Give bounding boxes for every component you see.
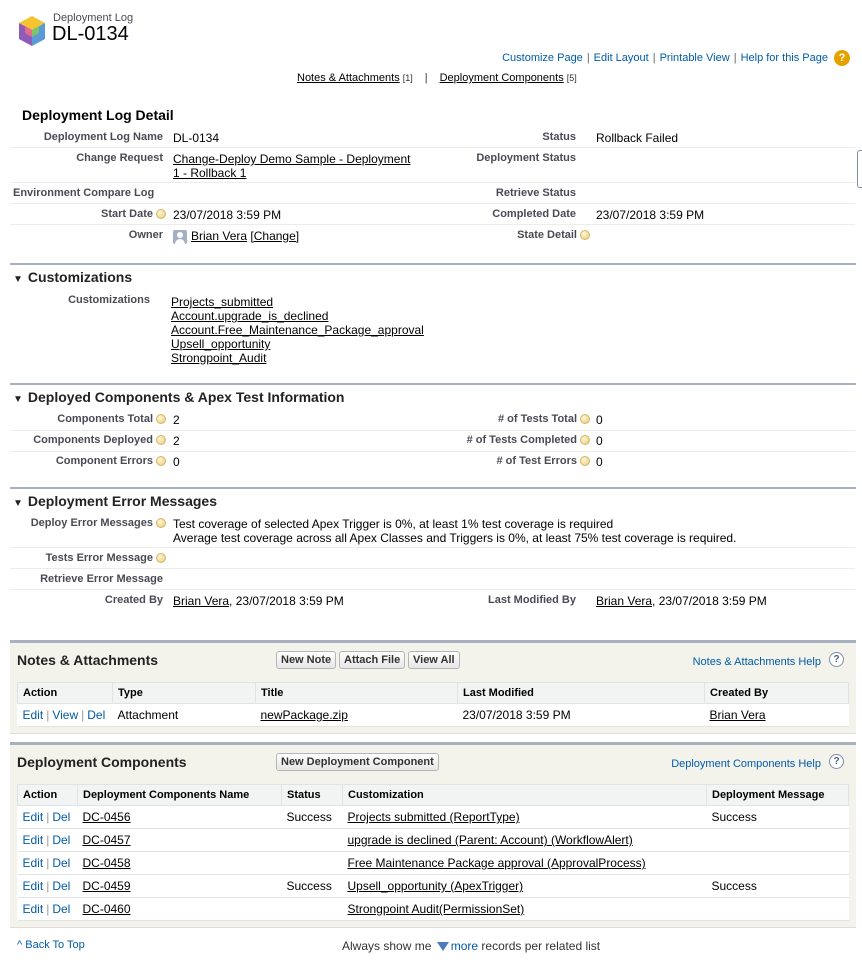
table-header-row [18, 785, 849, 806]
edit-layout-link[interactable]: Edit Layout [593, 52, 649, 64]
customization-cell [343, 806, 707, 829]
field-label: Deployment Status [476, 152, 576, 164]
page-links: Customize Page | Edit Layout | Printable View | Help for this Page ? [502, 50, 850, 66]
row-actions: Edit | Del [18, 829, 78, 852]
column-header: Deployment Message [707, 785, 849, 806]
status-cell [282, 898, 343, 921]
field-label: Components Deployed [33, 434, 166, 446]
customization-link[interactable]: Strongpoint Audit(PermissionSet) [347, 902, 525, 916]
notes-help-link[interactable]: Notes & Attachments Help [692, 656, 821, 668]
field-label: Component Errors [56, 455, 166, 467]
tests-total-value: 0 [596, 413, 603, 427]
section-title[interactable]: ▼ Deployment Error Messages [13, 493, 217, 509]
components-deployed-value: 2 [173, 434, 180, 448]
field-label: Last Modified By [487, 594, 576, 606]
object-type-label: Deployment Log [53, 12, 134, 24]
customization-link[interactable]: Upsell_opportunity [171, 337, 271, 351]
customization-link[interactable]: Projects_submitted [171, 295, 274, 309]
info-icon[interactable] [156, 553, 166, 563]
component-link[interactable]: DC-0460 [82, 902, 131, 916]
column-header: Customization [343, 785, 707, 806]
user-avatar-icon [173, 230, 187, 244]
change-request-link-cont[interactable]: 1 - Rollback 1 [173, 166, 247, 180]
row-actions: Edit | Del [18, 806, 78, 829]
info-icon[interactable] [156, 518, 166, 528]
field-label: Retrieve Status [495, 187, 576, 199]
del-link[interactable]: Del [52, 810, 71, 824]
deploy-error-value: Test coverage of selected Apex Trigger is 0%, at least 1% test coverage is required Average test coverage across all Apex Classes and Triggers is 0%, at least 75% test coverage is required. [173, 517, 737, 545]
notes-table [17, 682, 849, 727]
detail-row [10, 225, 855, 253]
table-row [18, 875, 849, 898]
change-owner-link[interactable]: [Change] [250, 229, 300, 243]
edit-link[interactable]: Edit [22, 902, 44, 916]
help-icon[interactable]: ? [829, 754, 844, 769]
help-icon[interactable]: ? [834, 50, 850, 66]
column-header: Last Modified [458, 683, 705, 704]
component-name-cell [78, 829, 282, 852]
status-value: Rollback Failed [596, 131, 679, 145]
deployment-log-name-value: DL-0134 [173, 131, 220, 145]
del-link[interactable]: Del [52, 833, 71, 847]
change-request-link[interactable]: Change-Deploy Demo Sample - Deployment [173, 152, 411, 166]
del-link[interactable]: Del [87, 708, 106, 722]
page-header [17, 10, 847, 55]
info-icon[interactable] [580, 414, 590, 424]
related-list-title: Deployment Components [17, 754, 187, 770]
detail-title: Deployment Log Detail [22, 107, 174, 123]
detail-row [10, 431, 855, 452]
component-errors-value: 0 [173, 455, 180, 469]
detail-row [10, 148, 855, 183]
created-by-link[interactable]: Brian Vera [709, 708, 766, 722]
info-icon[interactable] [580, 456, 590, 466]
field-label: Deployment Log Name [43, 131, 163, 143]
show-more-control: Always show me more records per related list [342, 939, 601, 953]
components-count: [5] [566, 73, 577, 83]
change-request-value [173, 152, 410, 180]
customization-link[interactable]: Account.Free_Maintenance_Package_approval [171, 323, 424, 337]
section-title[interactable]: ▼ Deployed Components & Apex Test Information [13, 389, 345, 405]
column-header: Title [256, 683, 458, 704]
detail-row [10, 204, 855, 225]
field-label: Completed Date [492, 208, 576, 220]
row-actions: Edit | View | Del [18, 704, 113, 727]
field-label: Change Request [76, 152, 163, 164]
detail-row [10, 514, 855, 548]
completed-date-value: 23/07/2018 3:59 PM [596, 208, 705, 222]
collapse-triangle-icon[interactable]: ▼ [13, 394, 23, 405]
edit-link[interactable]: Edit [22, 856, 44, 870]
field-label: Created By [104, 594, 163, 606]
info-icon[interactable] [156, 414, 166, 424]
status-cell: Success [282, 875, 343, 898]
table-row [18, 829, 849, 852]
field-label: Customizations [68, 294, 150, 306]
deployment-log-cube-icon [17, 15, 47, 47]
components-total-value: 2 [173, 413, 180, 427]
page-title: DL-0134 [52, 23, 129, 45]
component-name-cell [78, 852, 282, 875]
up-caret-icon: ^ [17, 939, 23, 951]
info-icon[interactable] [580, 435, 590, 445]
edit-link[interactable]: Edit [22, 879, 44, 893]
component-name-cell [78, 875, 282, 898]
field-label: Status [542, 131, 576, 143]
component-name-cell [78, 898, 282, 921]
created-by-link[interactable]: Brian Vera [173, 594, 230, 608]
test-errors-value: 0 [596, 455, 603, 469]
owner-link[interactable]: Brian Vera [191, 229, 248, 243]
edit-link[interactable]: Edit [22, 833, 44, 847]
edit-link[interactable]: Edit [22, 810, 44, 824]
customization-link[interactable]: upgrade is declined (Parent: Account) (WorkflowAlert) [347, 833, 633, 847]
detail-row [10, 452, 855, 474]
view-link[interactable]: View [52, 708, 79, 722]
table-row [18, 852, 849, 875]
notes-count: [1] [402, 73, 413, 83]
field-label: # of Tests Total [498, 413, 590, 425]
field-label: Retrieve Error Message [40, 573, 163, 585]
side-panel-handle[interactable] [857, 150, 862, 188]
status-cell [282, 852, 343, 875]
customization-cell [343, 875, 707, 898]
customization-cell [343, 829, 707, 852]
more-triangle-icon[interactable] [437, 942, 449, 951]
components-table [17, 784, 849, 921]
last-modified-cell: 23/07/2018 3:59 PM [458, 704, 705, 727]
more-link[interactable]: more [450, 939, 479, 953]
detail-row [10, 183, 855, 204]
collapse-triangle-icon[interactable]: ▼ [13, 498, 23, 509]
last-modified-link[interactable]: Brian Vera [596, 594, 653, 608]
help-icon[interactable]: ? [829, 652, 844, 667]
customization-cell [343, 852, 707, 875]
customizations-section [10, 263, 856, 383]
column-header: Type [113, 683, 256, 704]
customization-cell [343, 898, 707, 921]
field-label: # of Tests Completed [467, 434, 590, 446]
component-link[interactable]: DC-0457 [82, 833, 131, 847]
customization-link[interactable]: Free Maintenance Package approval (ApprovalProcess) [347, 856, 646, 870]
field-label: Environment Compare Log [13, 187, 155, 199]
field-label: Start Date [101, 208, 166, 220]
info-icon[interactable] [156, 456, 166, 466]
customization-link[interactable]: Account.upgrade_is_declined [171, 309, 329, 323]
detail-row [10, 548, 855, 569]
deployment-message-cell [707, 852, 849, 875]
field-label: State Detail [517, 229, 590, 241]
attachment-link[interactable]: newPackage.zip [260, 708, 348, 722]
component-link[interactable]: DC-0459 [82, 879, 131, 893]
deployment-message-cell: Success [707, 806, 849, 829]
table-row [18, 806, 849, 829]
detail-row [10, 410, 855, 431]
customize-page-link[interactable]: Customize Page [502, 52, 583, 64]
row-actions: Edit | Del [18, 898, 78, 921]
new-note-button[interactable]: New Note [276, 651, 336, 669]
title-cell [256, 704, 458, 727]
field-label: Tests Error Message [46, 552, 166, 564]
section-title[interactable]: ▼ Customizations [13, 269, 133, 285]
info-icon[interactable] [156, 209, 166, 219]
component-link[interactable]: DC-0456 [82, 810, 131, 824]
column-header: Created By [705, 683, 849, 704]
field-label: # of Test Errors [497, 455, 591, 467]
customization-link[interactable]: Projects submitted (ReportType) [347, 810, 520, 824]
detail-row [10, 569, 855, 590]
edit-link[interactable]: Edit [22, 708, 44, 722]
related-list-links: Notes & Attachments [1] | Deployment Components [5] [297, 72, 577, 84]
tests-completed-value: 0 [596, 434, 603, 448]
view-all-button[interactable]: View All [408, 651, 460, 669]
back-to-top-link[interactable]: ^ Back To Top [17, 939, 85, 951]
component-link[interactable]: DC-0458 [82, 856, 131, 870]
deployment-message-cell: Success [707, 875, 849, 898]
customization-link[interactable]: Upsell_opportunity (ApexTrigger) [347, 879, 524, 893]
column-header: Status [282, 785, 343, 806]
detail-row [10, 127, 855, 148]
deployment-message-cell [707, 829, 849, 852]
created-by-cell [705, 704, 849, 727]
row-actions: Edit | Del [18, 875, 78, 898]
info-icon[interactable] [580, 230, 590, 240]
del-link[interactable]: Del [52, 856, 71, 870]
customizations-list [171, 295, 424, 365]
field-label: Components Total [57, 413, 166, 425]
deployment-components-list [10, 742, 856, 928]
printable-view-link[interactable]: Printable View [659, 52, 730, 64]
new-deployment-component-button[interactable]: New Deployment Component [276, 753, 439, 771]
info-icon[interactable] [156, 435, 166, 445]
column-header: Deployment Components Name [78, 785, 282, 806]
column-header: Action [18, 785, 78, 806]
related-list-title: Notes & Attachments [17, 652, 159, 668]
table-row [18, 704, 849, 727]
notes-attachments-jump-link[interactable]: Notes & Attachments [297, 72, 400, 84]
row-actions: Edit | Del [18, 852, 78, 875]
table-header-row [18, 683, 849, 704]
deployment-components-jump-link[interactable]: Deployment Components [439, 72, 564, 84]
start-date-value: 23/07/2018 3:59 PM [173, 208, 282, 222]
created-by-value: Brian Vera, 23/07/2018 3:59 PM [173, 594, 344, 608]
del-link[interactable]: Del [52, 902, 71, 916]
attach-file-button[interactable]: Attach File [339, 651, 405, 669]
last-modified-value: Brian Vera, 23/07/2018 3:59 PM [596, 594, 767, 608]
notes-attachments-list [10, 640, 856, 734]
error-messages-section [10, 487, 856, 511]
column-header: Action [18, 683, 113, 704]
field-label: Deploy Error Messages [31, 517, 166, 529]
customization-link[interactable]: Strongpoint_Audit [171, 351, 267, 365]
owner-value [173, 229, 299, 244]
table-row [18, 898, 849, 921]
status-cell [282, 829, 343, 852]
del-link[interactable]: Del [52, 879, 71, 893]
field-label: Owner [128, 229, 163, 241]
status-cell: Success [282, 806, 343, 829]
component-name-cell [78, 806, 282, 829]
components-help-link[interactable]: Deployment Components Help [671, 758, 821, 770]
collapse-triangle-icon[interactable]: ▼ [13, 274, 23, 285]
deployment-message-cell [707, 898, 849, 921]
help-page-link[interactable]: Help for this Page [740, 52, 828, 64]
type-cell: Attachment [113, 704, 256, 727]
detail-row [10, 590, 855, 612]
